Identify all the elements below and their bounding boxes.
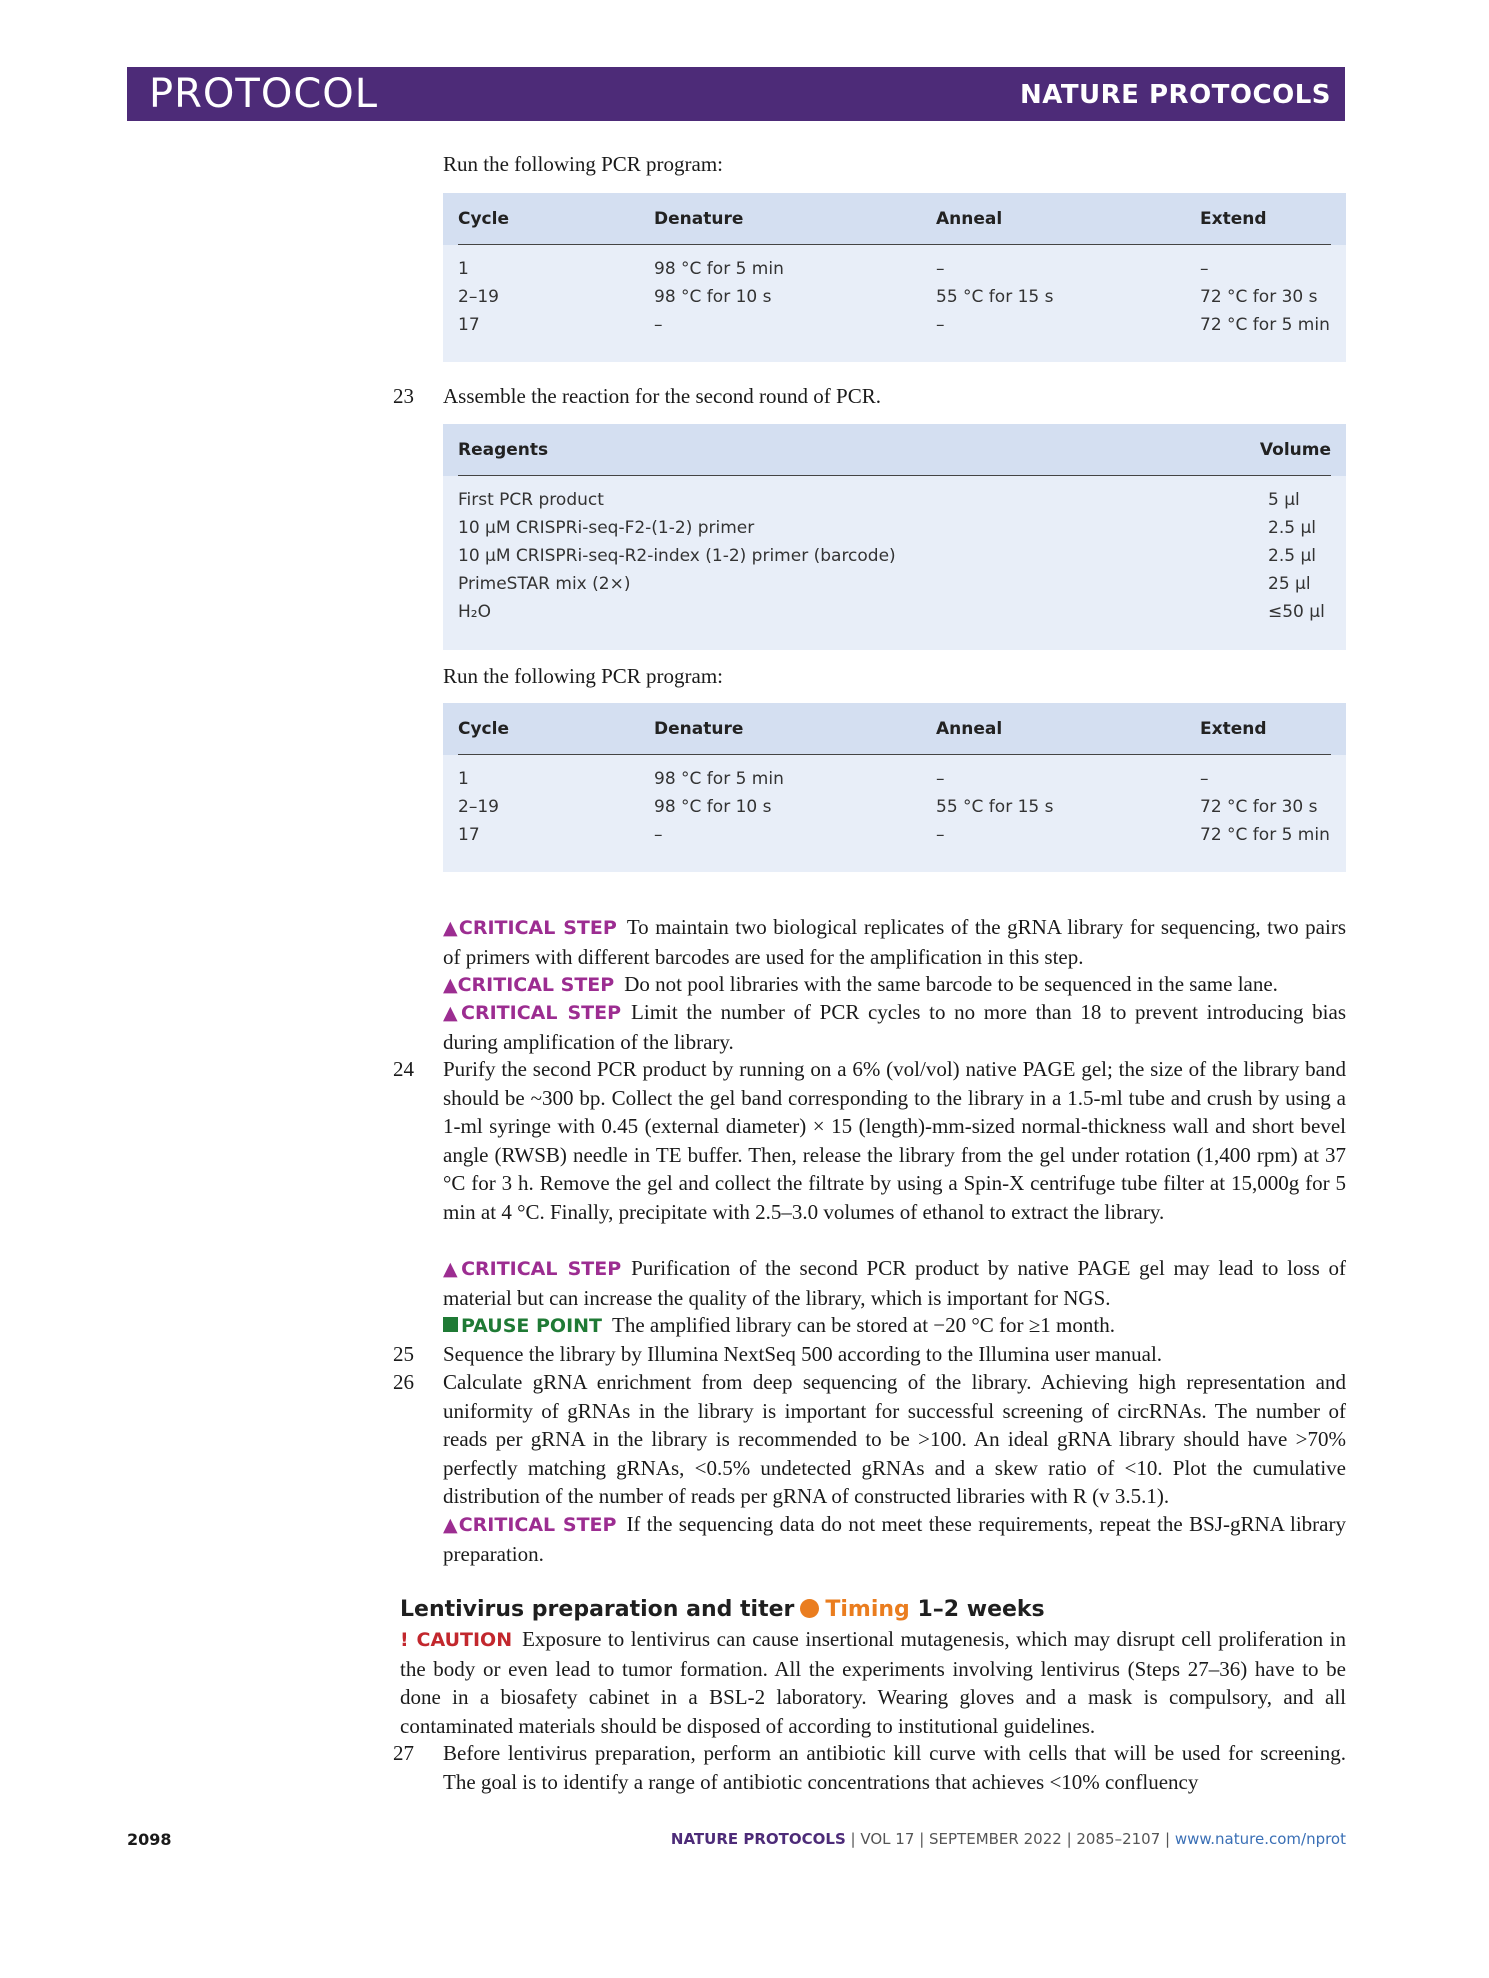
footer-separator: |	[1066, 1830, 1077, 1848]
caution-text: Exposure to lentivirus can cause insertional mutagenesis, which may disrupt cell proliferation in the body or even lead to tumor formation. All the experiments involving lentivirus (Steps 27–36) have to be done in a biosafety cabinet in a BSL-2 laboratory. Wearing gloves and a mask is compulsory, and all contaminated materials should be disposed of according to institutional guidelines.	[400, 1627, 1346, 1738]
table-cell: –	[654, 825, 663, 845]
timing-dot-icon	[800, 1599, 819, 1618]
critical-step-text: Limit the number of PCR cycles to no more than 18 to prevent introducing bias during amplification of the library.	[443, 1000, 1346, 1054]
column-header: Cycle	[458, 209, 509, 229]
table-row	[443, 486, 1346, 514]
step-text: Before lentivirus preparation, perform an antibiotic kill curve with cells that will be used for screening. The goal is to identify a range of antibiotic concentrations that achieves <10% confluency	[443, 1741, 1346, 1794]
table-cell: 2.5 µl	[1268, 546, 1316, 566]
step-24	[393, 1055, 1346, 1226]
critical-step-text: Do not pool libraries with the same barcode to be sequenced in the same lane.	[624, 972, 1278, 996]
column-header: Extend	[1200, 209, 1267, 229]
critical-step-text: To maintain two biological replicates of the gRNA library for sequencing, two pairs of primers with different barcodes are used for the amplification in this step.	[443, 915, 1346, 969]
table-header	[443, 424, 1346, 476]
step-23	[393, 382, 1346, 411]
table-cell: 17	[458, 825, 480, 845]
critical-step-label: ▲CRITICAL STEP	[443, 1514, 617, 1536]
page-number: 2098	[127, 1830, 172, 1849]
table-cell: –	[1200, 769, 1209, 789]
table-cell: 98 °C for 10 s	[654, 287, 772, 307]
table-cell: 72 °C for 30 s	[1200, 287, 1318, 307]
pause-point-text: The amplified library can be stored at −20 °C for ≥1 month.	[612, 1313, 1115, 1337]
table-header	[443, 703, 1346, 755]
caution-block	[400, 1625, 1346, 1740]
critical-step-1	[443, 913, 1346, 971]
header-rule	[458, 475, 1331, 476]
table-row	[443, 793, 1346, 821]
table-header	[443, 193, 1346, 245]
header-rule	[458, 754, 1331, 755]
timing-value: 1–2 weeks	[917, 1597, 1045, 1622]
column-header: Denature	[654, 209, 744, 229]
critical-step-label: ▲CRITICAL STEP	[443, 1002, 622, 1024]
table-cell: 72 °C for 30 s	[1200, 797, 1318, 817]
footer-url-link[interactable]: www.nature.com/nprot	[1174, 1830, 1346, 1848]
table-cell: ≤50 µl	[1268, 602, 1325, 622]
column-header: Anneal	[936, 209, 1003, 229]
table-cell: 55 °C for 15 s	[936, 287, 1054, 307]
step-text: Assemble the reaction for the second round of PCR.	[443, 384, 881, 408]
step-text: Sequence the library by Illumina NextSeq 500 according to the Illumina user manual.	[443, 1342, 1163, 1366]
pause-point-label: PAUSE POINT	[443, 1315, 602, 1337]
table-cell: 98 °C for 10 s	[654, 797, 772, 817]
column-header: Volume	[1259, 440, 1331, 460]
table-cell: 25 µl	[1268, 574, 1311, 594]
footer-journal: NATURE PROTOCOLS	[670, 1830, 846, 1848]
table-row	[443, 570, 1346, 598]
section-title: Lentivirus preparation and titer	[400, 1597, 795, 1622]
critical-step-text: If the sequencing data do not meet these requirements, repeat the BSJ-gRNA library preparation.	[443, 1512, 1346, 1566]
column-header: Cycle	[458, 719, 509, 739]
footer-separator: |	[850, 1830, 861, 1848]
step-number: 23	[393, 384, 414, 408]
header-section-label: PROTOCOL	[149, 71, 379, 117]
step-25	[393, 1340, 1346, 1369]
table-cell: 17	[458, 315, 480, 335]
table-row	[443, 598, 1346, 626]
table-row	[443, 255, 1346, 283]
pcr-intro-2: Run the following PCR program:	[443, 664, 723, 688]
table-cell: –	[654, 315, 663, 335]
table-cell: 2–19	[458, 287, 499, 307]
step-number: 26	[393, 1370, 414, 1394]
step-number: 24	[393, 1057, 414, 1081]
step-number: 25	[393, 1342, 414, 1366]
step-number: 27	[393, 1741, 414, 1765]
timing-label: Timing	[825, 1597, 910, 1622]
table-cell: –	[936, 315, 945, 335]
pcr-table-2	[443, 703, 1346, 872]
pause-point	[443, 1311, 1346, 1341]
table-cell: H₂O	[458, 602, 491, 622]
table-cell: 72 °C for 5 min	[1200, 825, 1330, 845]
table-cell: 55 °C for 15 s	[936, 797, 1054, 817]
step-26	[393, 1368, 1346, 1511]
step-text: Calculate gRNA enrichment from deep sequencing of the library. Achieving high representation and uniformity of gRNAs in the library is important for successful screening of circRNAs. The number of reads per gRNA in the library is recommended to be >100. An ideal gRNA library should have >70% perfectly matching gRNAs, <0.5% undetected gRNAs and a skew ratio of <10. Plot the cumulative distribution of the number of reads per gRNA of constructed libraries with R (v 3.5.1).	[443, 1370, 1346, 1508]
footer-pages: 2085–2107	[1076, 1830, 1161, 1848]
table-cell: –	[936, 259, 945, 279]
column-header: Anneal	[936, 719, 1003, 739]
critical-step-3	[443, 998, 1346, 1056]
section-heading	[400, 1597, 1045, 1622]
table-cell: 10 µM CRISPRi-seq-R2-index (1-2) primer (barcode)	[458, 546, 896, 566]
header-rule	[458, 244, 1331, 245]
table-cell: PrimeSTAR mix (2×)	[458, 574, 631, 594]
table-cell: –	[1200, 259, 1209, 279]
footer-date: SEPTEMBER 2022	[929, 1830, 1062, 1848]
footer-volume: VOL 17	[860, 1830, 915, 1848]
column-header: Extend	[1200, 719, 1267, 739]
critical-step-4	[443, 1254, 1346, 1312]
critical-step-2	[443, 970, 1346, 1000]
reagent-table	[443, 424, 1346, 650]
table-cell: 1	[458, 259, 469, 279]
caution-label: ! CAUTION	[400, 1629, 513, 1651]
table-cell: 2.5 µl	[1268, 518, 1316, 538]
step-27	[393, 1739, 1346, 1796]
column-header: Reagents	[458, 440, 549, 460]
critical-step-text: Purification of the second PCR product by native PAGE gel may lead to loss of material but can increase the quality of the library, which is important for NGS.	[443, 1256, 1346, 1310]
table-row	[443, 311, 1346, 339]
table-row	[443, 542, 1346, 570]
table-row	[443, 765, 1346, 793]
table-cell: 2–19	[458, 797, 499, 817]
table-row	[443, 514, 1346, 542]
pause-square-icon	[443, 1317, 458, 1332]
footer-separator: |	[1165, 1830, 1175, 1848]
footer-separator: |	[919, 1830, 930, 1848]
table-cell: 98 °C for 5 min	[654, 259, 784, 279]
pcr-intro-1: Run the following PCR program:	[443, 152, 723, 176]
table-cell: –	[936, 825, 945, 845]
table-row	[443, 283, 1346, 311]
table-cell: –	[936, 769, 945, 789]
pcr-table-1	[443, 193, 1346, 362]
column-header: Denature	[654, 719, 744, 739]
table-row	[443, 821, 1346, 849]
critical-step-label: ▲CRITICAL STEP	[443, 974, 615, 996]
table-cell: 1	[458, 769, 469, 789]
footer-citation	[671, 1830, 1346, 1848]
journal-name: NATURE PROTOCOLS	[1019, 80, 1331, 110]
critical-step-label: ▲CRITICAL STEP	[443, 1258, 622, 1280]
step-text: Purify the second PCR product by running on a 6% (vol/vol) native PAGE gel; the size of the library band should be ~300 bp. Collect the gel band corresponding to the library in a 1.5-ml tube and crush by using a 1-ml syringe with 0.45 (external diameter) × 15 (length)-mm-sized normal-thickness wall and short bevel angle (RWSB) needle in TE buffer. Then, release the library from the gel under rotation (1,400 rpm) at 37 °C for 3 h. Remove the gel and collect the filtrate by using a Spin-X centrifuge tube filter at 15,000g for 5 min at 4 °C. Finally, precipitate with 2.5–3.0 volumes of ethanol to extract the library.	[443, 1057, 1346, 1224]
table-cell: 10 µM CRISPRi-seq-F2-(1-2) primer	[458, 518, 755, 538]
header-bar	[127, 67, 1345, 121]
table-cell: 5 µl	[1268, 490, 1300, 510]
table-cell: 72 °C for 5 min	[1200, 315, 1330, 335]
critical-step-5	[443, 1510, 1346, 1568]
critical-step-label: ▲CRITICAL STEP	[443, 917, 617, 939]
table-cell: First PCR product	[458, 490, 604, 510]
table-cell: 98 °C for 5 min	[654, 769, 784, 789]
